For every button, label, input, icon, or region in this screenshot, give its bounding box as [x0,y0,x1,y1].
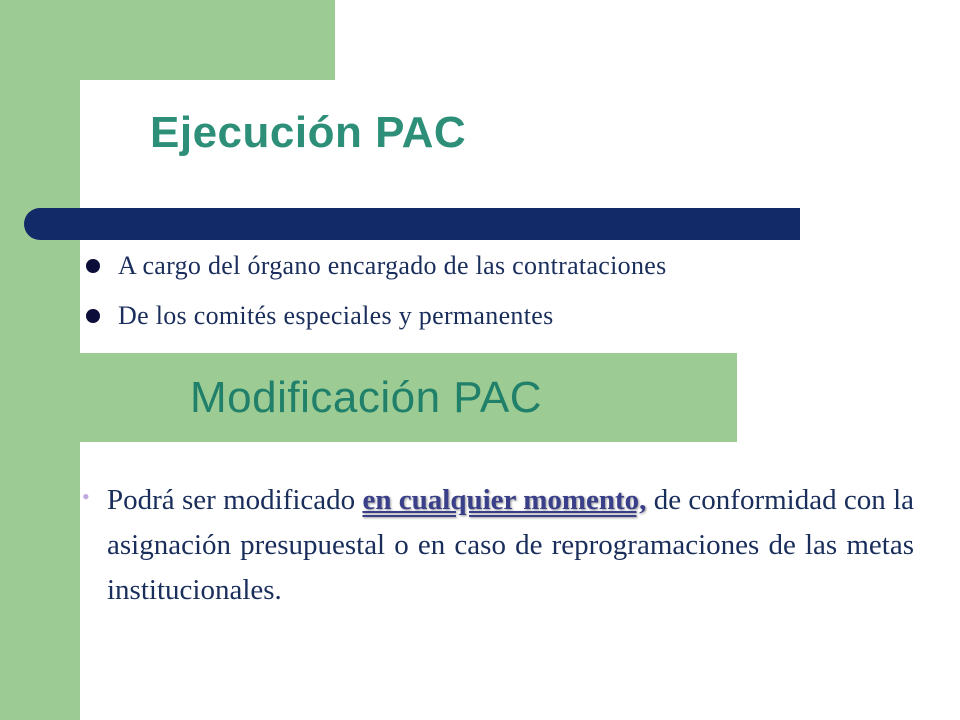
slide-title: Ejecución PAC [150,108,467,157]
paragraph-bullet-icon: • [82,484,90,509]
top-green-block [80,0,335,80]
title-divider-bar [24,208,800,240]
bullet-dot-icon [86,259,100,273]
title-rounded-corner [80,80,144,144]
subtitle: Modificación PAC [190,373,542,422]
subtitle-panel [80,353,737,442]
bullet-text: A cargo del órgano encargado de las contrataciones [118,251,667,280]
left-green-strip [0,0,80,720]
bullet-list [82,244,667,344]
bullet-item [82,244,667,294]
paragraph-emphasis: en cualquier momento, [362,484,647,516]
bullet-text: De los comités especiales y permanentes [118,301,554,330]
paragraph-text-start: Podrá ser modificado [107,484,363,516]
bullet-dot-icon [86,309,100,323]
bullet-item [82,294,667,344]
paragraph-text-end: de conformidad con la asignación presupuestal o en caso de reprogramaciones de las metas institucionales. [107,484,915,606]
body-paragraph [107,478,914,613]
